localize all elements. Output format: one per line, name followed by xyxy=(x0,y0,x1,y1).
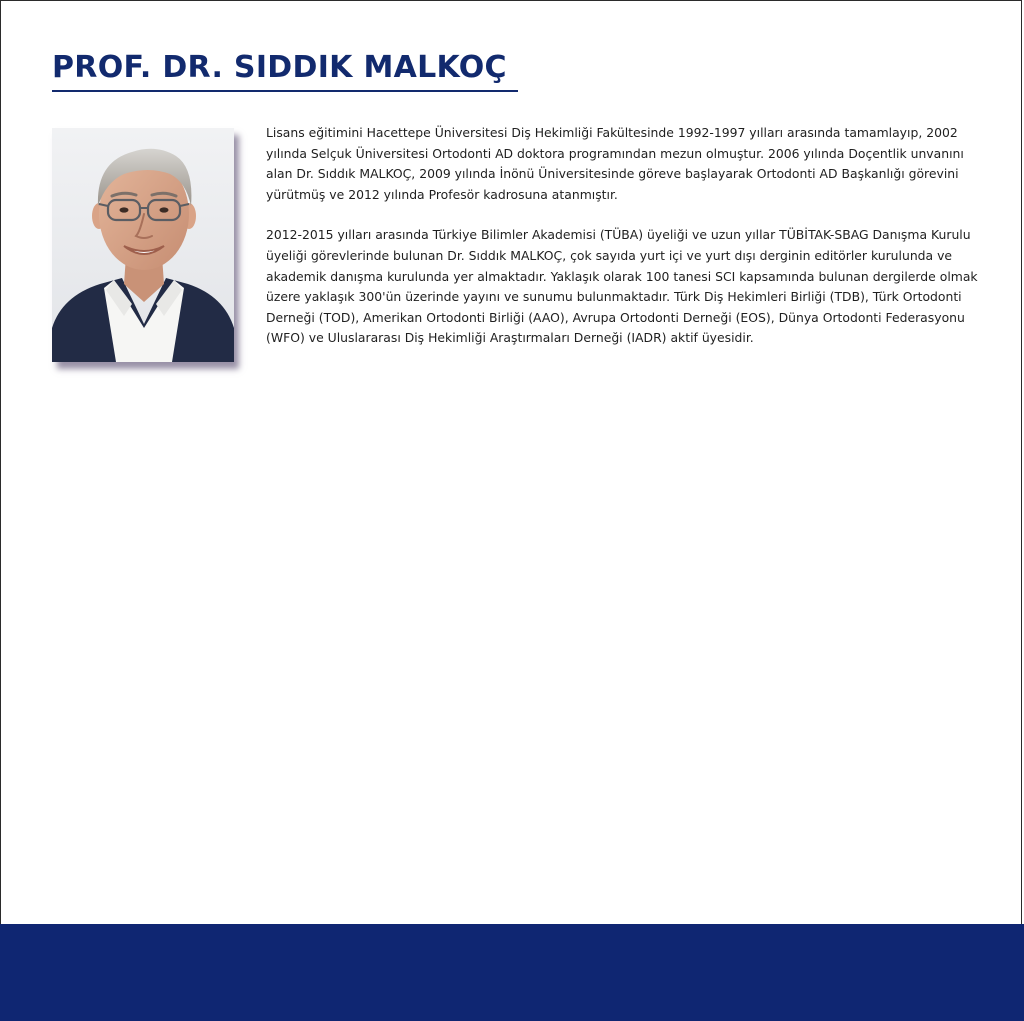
bio-paragraph-memberships: 2012-2015 yılları arasında Türkiye Bilimler Akademisi (TÜBA) üyeliği ve uzun yıllar TÜBİTAK-SBAG Danışma Kurulu üyeliği görevlerinde bulunan Dr. Sıddık MALKOÇ, çok sayıda yurt içi ve yurt dışı derginin editörler kurulunda ve akademik danışma kurulunda yer almaktadır. Yaklaşık olarak 100 tanesi SCI kapsamında bulunan dergilerde olmak üzere yaklaşık 300'ün üzerinde yayını ve sunumu bulunmaktadır. Türk Diş Hekimleri Birliği (TDB), Türk Ortodonti Derneği (TOD), Amerikan Ortodonti Birliği (AAO), Avrupa Ortodonti Derneği (EOS), Dünya Ortodonti Federasyonu (WFO) ve Uluslararası Diş Hekimliği Araştırmaları Derneği (IADR) aktif üyesidir. xyxy=(266,227,978,346)
bio-text xyxy=(266,123,978,369)
portrait-illustration xyxy=(52,128,234,362)
bio-paragraph-education: Lisans eğitimini Hacettepe Üniversitesi Diş Hekimliği Fakültesinde 1992-1997 yılları arasında tamamlayıp, 2002 yılında Selçuk Üniversitesi Ortodonti AD doktora programından mezun olmuştur. 2006 yılında Doçentlik unvanını alan Dr. Sıddık MALKOÇ, 2009 yılında İnönü Üniversitesinde göreve başlayarak Ortodonti AD Başkanlığı görevini yürütmüş ve 2012 yılında Profesör kadrosuna atanmıştır. xyxy=(266,125,964,202)
footer-band xyxy=(0,924,1024,1021)
title-underline xyxy=(52,90,518,92)
page-title: PROF. DR. SIDDIK MALKOÇ xyxy=(52,50,507,85)
portrait-photo xyxy=(52,128,234,362)
